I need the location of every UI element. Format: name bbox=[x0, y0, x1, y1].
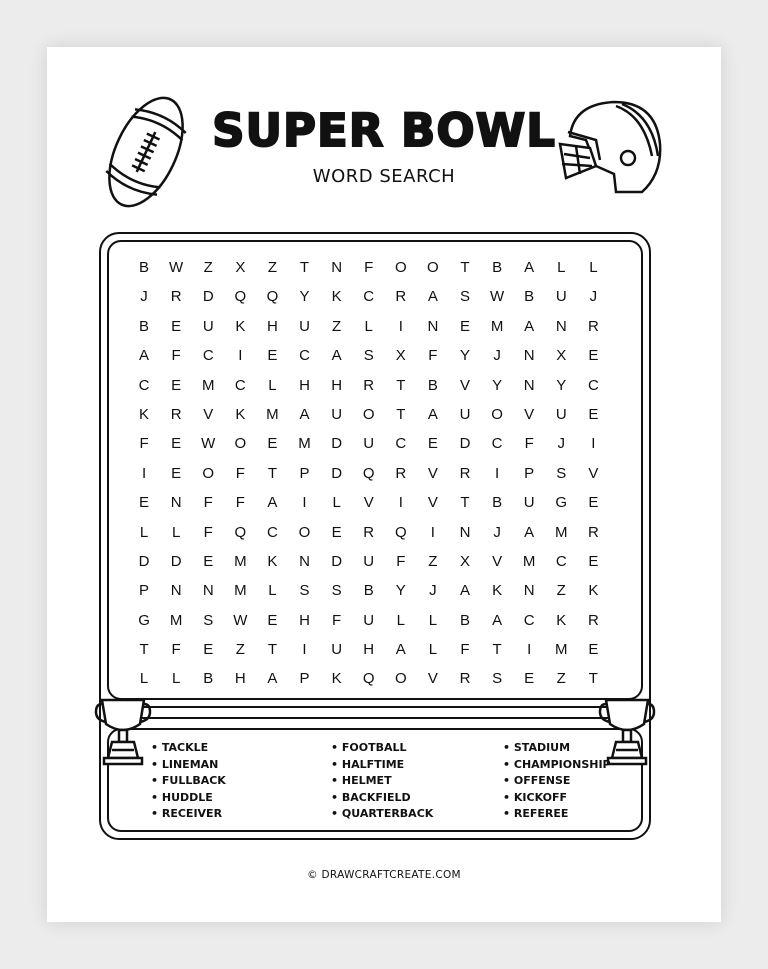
grid-letter[interactable]: S bbox=[203, 611, 214, 629]
grid-letter[interactable]: F bbox=[524, 435, 534, 453]
grid-letter[interactable]: H bbox=[234, 670, 246, 688]
grid-letter[interactable]: I bbox=[398, 317, 403, 335]
grid-letter[interactable]: E bbox=[171, 464, 182, 482]
grid-letter[interactable]: C bbox=[491, 435, 503, 453]
grid-letter[interactable]: Z bbox=[267, 259, 277, 276]
grid-letter[interactable]: X bbox=[395, 347, 406, 365]
grid-letter[interactable]: T bbox=[396, 405, 406, 423]
grid-letter[interactable]: L bbox=[139, 523, 149, 541]
grid-letter[interactable]: J bbox=[140, 288, 148, 306]
grid-letter[interactable]: E bbox=[588, 641, 599, 659]
word-list-item: • HUDDLE bbox=[151, 790, 226, 807]
grid-letter[interactable]: C bbox=[299, 347, 310, 365]
grid-letter[interactable]: D bbox=[459, 435, 471, 453]
grid-letter[interactable]: A bbox=[524, 259, 535, 276]
grid-letter[interactable]: M bbox=[555, 523, 568, 541]
grid-letter[interactable]: P bbox=[139, 582, 150, 600]
grid-letter[interactable]: R bbox=[587, 523, 599, 541]
grid-letter[interactable]: O bbox=[298, 523, 311, 541]
grid-letter[interactable]: F bbox=[171, 641, 181, 659]
grid-letter[interactable]: R bbox=[459, 670, 471, 688]
grid-letter[interactable]: E bbox=[427, 435, 438, 453]
word-list-item: • HALFTIME bbox=[331, 757, 433, 774]
grid-letter[interactable]: N bbox=[427, 317, 439, 335]
grid-letter[interactable]: I bbox=[527, 641, 532, 659]
grid-letter[interactable]: H bbox=[331, 376, 343, 394]
grid-letter[interactable]: T bbox=[139, 641, 149, 659]
grid-letter[interactable]: V bbox=[492, 552, 503, 570]
word-list-item: • RECEIVER bbox=[151, 806, 226, 823]
grid-letter[interactable]: T bbox=[492, 641, 502, 659]
grid-letter[interactable]: N bbox=[170, 494, 182, 512]
grid-letter[interactable]: A bbox=[524, 317, 535, 335]
grid-letter[interactable]: E bbox=[267, 347, 278, 365]
grid-letter[interactable]: F bbox=[396, 552, 406, 570]
grid-letter[interactable]: N bbox=[555, 317, 567, 335]
grid-letter[interactable]: D bbox=[170, 552, 182, 570]
grid-letter[interactable]: U bbox=[363, 552, 375, 570]
grid-letter[interactable]: L bbox=[364, 317, 373, 335]
grid-letter[interactable]: L bbox=[428, 611, 438, 629]
grid-letter[interactable]: T bbox=[267, 464, 277, 482]
page-title: SUPER BOWL bbox=[212, 104, 556, 157]
grid-letter[interactable]: X bbox=[459, 552, 470, 570]
grid-letter[interactable]: E bbox=[203, 552, 214, 570]
grid-letter[interactable]: O bbox=[234, 435, 247, 453]
grid-letter[interactable]: E bbox=[139, 494, 150, 512]
grid-letter[interactable]: I bbox=[494, 464, 500, 482]
grid-letter[interactable]: K bbox=[331, 288, 342, 306]
grid-letter[interactable]: L bbox=[268, 582, 277, 600]
grid-letter[interactable]: E bbox=[267, 611, 278, 629]
grid-letter[interactable]: U bbox=[523, 494, 535, 512]
grid-letter[interactable]: U bbox=[555, 405, 567, 423]
grid-letter[interactable]: L bbox=[589, 259, 598, 276]
grid-letter[interactable]: A bbox=[459, 582, 470, 600]
grid-letter[interactable]: F bbox=[203, 523, 213, 541]
grid-letter[interactable]: F bbox=[332, 611, 342, 629]
word-list-item: • STADIUM bbox=[503, 740, 611, 757]
grid-letter[interactable]: N bbox=[523, 582, 535, 600]
grid-letter[interactable]: N bbox=[459, 523, 471, 541]
grid-letter[interactable]: O bbox=[491, 405, 503, 423]
grid-letter[interactable]: S bbox=[556, 464, 567, 482]
word-list-item: • FOOTBALL bbox=[331, 740, 433, 757]
grid-letter[interactable]: L bbox=[557, 259, 566, 276]
grid-letter[interactable]: O bbox=[394, 259, 407, 276]
grid-letter[interactable]: N bbox=[170, 582, 182, 600]
grid-letter[interactable]: J bbox=[493, 347, 501, 365]
grid-letter[interactable]: D bbox=[138, 552, 150, 570]
grid-letter[interactable]: R bbox=[587, 317, 599, 335]
grid-letter[interactable]: N bbox=[523, 376, 535, 394]
grid-letter[interactable]: N bbox=[202, 582, 214, 600]
grid-letter[interactable]: C bbox=[138, 376, 150, 394]
grid-letter[interactable]: C bbox=[395, 435, 407, 453]
grid-letter[interactable]: C bbox=[363, 288, 375, 306]
grid-letter[interactable]: Q bbox=[266, 288, 279, 306]
grid-letter[interactable]: V bbox=[427, 494, 438, 512]
grid-letter[interactable]: T bbox=[267, 641, 277, 659]
grid-letter[interactable]: Q bbox=[234, 523, 247, 541]
word-list-item: • TACKLE bbox=[151, 740, 226, 757]
grid-letter[interactable]: R bbox=[587, 611, 599, 629]
grid-letter[interactable]: G bbox=[138, 611, 150, 629]
grid-letter[interactable]: R bbox=[395, 288, 407, 306]
grid-letter[interactable]: C bbox=[555, 552, 567, 570]
grid-letter[interactable]: M bbox=[266, 405, 279, 423]
grid-letter[interactable]: A bbox=[492, 611, 503, 629]
grid-letter[interactable]: C bbox=[587, 376, 599, 394]
grid-letter[interactable]: F bbox=[171, 347, 181, 365]
grid-letter[interactable]: R bbox=[170, 405, 182, 423]
grid-letter[interactable]: L bbox=[171, 523, 181, 541]
grid-letter[interactable]: T bbox=[299, 259, 310, 276]
grid-letter[interactable]: K bbox=[235, 405, 246, 423]
grid-letter[interactable]: U bbox=[555, 288, 567, 306]
grid-letter[interactable]: L bbox=[428, 641, 438, 659]
grid-letter[interactable]: H bbox=[299, 611, 310, 629]
grid-letter[interactable]: V bbox=[363, 494, 374, 512]
grid-letter[interactable]: P bbox=[299, 464, 310, 482]
grid-letter[interactable]: Q bbox=[362, 464, 375, 482]
grid-letter[interactable]: Y bbox=[492, 376, 503, 394]
grid-letter[interactable]: A bbox=[331, 347, 342, 365]
grid-letter[interactable]: A bbox=[524, 523, 535, 541]
grid-letter[interactable]: Q bbox=[234, 288, 247, 306]
trophy-bar bbox=[140, 706, 610, 719]
grid-letter[interactable]: A bbox=[267, 670, 278, 688]
grid-letter[interactable]: S bbox=[492, 670, 503, 688]
grid-letter[interactable]: Y bbox=[395, 582, 406, 600]
grid-letter[interactable]: K bbox=[492, 582, 503, 600]
grid-letter[interactable]: T bbox=[460, 494, 470, 512]
grid-letter[interactable]: Q bbox=[394, 523, 407, 541]
grid-letter[interactable]: A bbox=[267, 494, 278, 512]
grid-letter[interactable]: N bbox=[523, 347, 535, 365]
word-list-column-2 bbox=[331, 740, 433, 823]
grid-letter[interactable]: B bbox=[459, 611, 470, 629]
grid-letter[interactable]: X bbox=[235, 259, 246, 276]
grid-letter[interactable]: V bbox=[588, 464, 599, 482]
grid-letter[interactable]: H bbox=[299, 376, 310, 394]
grid-letter[interactable]: E bbox=[524, 670, 535, 688]
grid-letter[interactable]: V bbox=[427, 464, 438, 482]
grid-letter[interactable]: K bbox=[267, 552, 278, 570]
grid-letter[interactable]: F bbox=[364, 259, 374, 276]
grid-letter[interactable]: U bbox=[331, 641, 343, 659]
grid-letter[interactable]: L bbox=[268, 376, 277, 394]
copyright-notice: © DRAWCRAFTCREATE.COM bbox=[307, 869, 461, 881]
word-list-column-3 bbox=[503, 740, 611, 823]
grid-letter[interactable]: A bbox=[427, 288, 438, 306]
grid-letter[interactable]: V bbox=[427, 670, 438, 688]
grid-letter[interactable]: R bbox=[363, 523, 375, 541]
grid-letter[interactable]: M bbox=[522, 552, 536, 570]
grid-letter[interactable]: C bbox=[523, 611, 535, 629]
grid-letter[interactable]: E bbox=[331, 523, 342, 541]
word-list-item: • KICKOFF bbox=[503, 790, 611, 807]
grid-letter[interactable]: M bbox=[234, 582, 247, 600]
grid-letter[interactable]: Y bbox=[459, 347, 470, 365]
word-list-item: • FULLBACK bbox=[151, 773, 226, 790]
grid-letter[interactable]: O bbox=[427, 259, 439, 276]
grid-letter[interactable]: M bbox=[298, 435, 311, 453]
grid-letter[interactable]: C bbox=[202, 347, 214, 365]
grid-letter[interactable]: E bbox=[203, 641, 214, 659]
grid-letter[interactable]: N bbox=[331, 259, 343, 276]
word-list-item: • CHAMPIONSHIP bbox=[503, 757, 611, 774]
grid-letter[interactable]: S bbox=[299, 582, 310, 600]
grid-letter[interactable]: M bbox=[490, 317, 504, 335]
grid-letter[interactable]: F bbox=[139, 435, 149, 453]
grid-letter[interactable]: P bbox=[524, 464, 535, 482]
word-list-item: • OFFENSE bbox=[503, 773, 611, 790]
grid-letter[interactable]: M bbox=[201, 376, 215, 394]
grid-letter[interactable]: U bbox=[299, 317, 310, 335]
grid-letter[interactable]: X bbox=[556, 347, 567, 365]
page-subtitle: WORD SEARCH bbox=[312, 166, 456, 187]
grid-letter[interactable]: M bbox=[169, 611, 183, 629]
grid-letter[interactable]: F bbox=[235, 464, 245, 482]
grid-letter[interactable]: Z bbox=[428, 552, 438, 570]
grid-letter[interactable]: B bbox=[203, 670, 214, 688]
grid-letter[interactable]: L bbox=[396, 611, 405, 629]
grid-letter[interactable]: W bbox=[201, 435, 216, 453]
grid-letter[interactable]: S bbox=[363, 347, 374, 365]
grid-letter[interactable]: I bbox=[302, 641, 307, 659]
grid-letter[interactable]: B bbox=[427, 376, 438, 394]
grid-letter[interactable]: R bbox=[395, 464, 407, 482]
grid-letter[interactable]: Y bbox=[299, 288, 310, 306]
word-list-column-1 bbox=[151, 740, 226, 823]
grid-letter[interactable]: B bbox=[492, 259, 503, 276]
grid-letter[interactable]: R bbox=[459, 464, 471, 482]
grid-letter[interactable]: Z bbox=[556, 670, 566, 688]
grid-letter[interactable]: A bbox=[139, 347, 150, 365]
grid-letter[interactable]: Z bbox=[203, 259, 213, 276]
grid-letter[interactable]: E bbox=[588, 552, 599, 570]
grid-letter[interactable]: C bbox=[267, 523, 278, 541]
grid-letter[interactable]: E bbox=[459, 317, 470, 335]
grid-letter[interactable]: W bbox=[169, 259, 184, 276]
trophy-icon bbox=[90, 696, 156, 768]
grid-letter[interactable]: A bbox=[395, 641, 406, 659]
grid-letter[interactable]: A bbox=[299, 405, 310, 423]
grid-letter[interactable]: F bbox=[428, 347, 438, 365]
grid-letter[interactable]: P bbox=[299, 670, 310, 688]
grid-letter[interactable]: V bbox=[203, 405, 214, 423]
grid-letter[interactable]: I bbox=[398, 494, 403, 512]
grid-letter[interactable]: U bbox=[363, 611, 375, 629]
grid-letter[interactable]: Z bbox=[332, 317, 342, 335]
grid-letter[interactable]: G bbox=[555, 494, 568, 512]
grid-letter[interactable]: B bbox=[492, 494, 503, 512]
word-list-item: • QUARTERBACK bbox=[331, 806, 433, 823]
grid-letter[interactable]: J bbox=[493, 523, 501, 541]
grid-letter[interactable]: K bbox=[331, 670, 342, 688]
grid-letter[interactable]: O bbox=[202, 464, 215, 482]
grid-letter[interactable]: N bbox=[299, 552, 310, 570]
grid-letter[interactable]: V bbox=[459, 376, 470, 394]
grid-letter[interactable]: E bbox=[171, 376, 182, 394]
grid-letter[interactable]: T bbox=[396, 376, 406, 394]
grid-letter[interactable]: K bbox=[139, 405, 150, 423]
grid-letter[interactable]: K bbox=[588, 582, 599, 600]
grid-letter[interactable]: U bbox=[459, 405, 471, 423]
grid-letter[interactable]: M bbox=[555, 641, 568, 659]
grid-letter[interactable]: I bbox=[591, 435, 596, 453]
grid-letter[interactable]: K bbox=[556, 611, 567, 629]
grid-letter[interactable]: B bbox=[139, 317, 150, 335]
word-list-item: • BACKFIELD bbox=[331, 790, 433, 807]
grid-letter[interactable]: J bbox=[589, 288, 598, 306]
grid-letter[interactable]: D bbox=[331, 552, 343, 570]
letter-grid bbox=[128, 253, 609, 694]
grid-letter[interactable]: F bbox=[235, 494, 245, 512]
grid-letter[interactable]: H bbox=[363, 641, 375, 659]
grid-letter[interactable]: I bbox=[430, 523, 435, 541]
grid-letter[interactable]: Z bbox=[235, 641, 245, 659]
grid-letter[interactable]: F bbox=[460, 641, 470, 659]
grid-letter[interactable]: R bbox=[170, 288, 182, 306]
grid-letter[interactable]: L bbox=[139, 670, 149, 688]
grid-letter[interactable]: J bbox=[429, 582, 437, 600]
grid-letter[interactable]: I bbox=[238, 347, 243, 365]
grid-letter[interactable]: U bbox=[331, 405, 343, 423]
grid-letter[interactable]: L bbox=[332, 494, 341, 512]
grid-letter[interactable]: V bbox=[524, 405, 535, 423]
grid-letter[interactable]: Y bbox=[556, 376, 567, 394]
word-list-item: • LINEMAN bbox=[151, 757, 226, 774]
grid-letter[interactable]: E bbox=[171, 435, 182, 453]
grid-letter[interactable]: Q bbox=[362, 670, 375, 688]
grid-letter[interactable]: B bbox=[524, 288, 535, 306]
grid-letter[interactable]: E bbox=[267, 435, 278, 453]
grid-letter[interactable]: A bbox=[427, 405, 438, 423]
grid-letter[interactable]: W bbox=[489, 288, 505, 306]
grid-letter[interactable]: R bbox=[363, 376, 375, 394]
grid-letter[interactable]: O bbox=[362, 405, 375, 423]
grid-letter[interactable]: U bbox=[202, 317, 214, 335]
grid-letter[interactable]: B bbox=[363, 582, 374, 600]
grid-letter[interactable]: D bbox=[331, 435, 343, 453]
grid-letter[interactable]: F bbox=[203, 494, 213, 512]
grid-letter[interactable]: I bbox=[302, 494, 307, 512]
grid-letter[interactable]: L bbox=[171, 670, 181, 688]
grid-letter[interactable]: C bbox=[234, 376, 246, 394]
grid-letter[interactable]: J bbox=[557, 435, 566, 453]
grid-letter[interactable]: T bbox=[460, 259, 470, 276]
grid-letter[interactable]: O bbox=[394, 670, 407, 688]
grid-letter[interactable]: E bbox=[588, 405, 599, 423]
grid-letter[interactable]: M bbox=[234, 552, 247, 570]
word-list-item: • REFEREE bbox=[503, 806, 611, 823]
grid-letter[interactable]: K bbox=[235, 317, 246, 335]
grid-letter[interactable]: D bbox=[202, 288, 214, 306]
grid-letter[interactable]: H bbox=[267, 317, 278, 335]
grid-letter[interactable]: I bbox=[141, 464, 147, 482]
grid-letter[interactable]: T bbox=[588, 670, 598, 688]
grid-letter[interactable]: Z bbox=[556, 582, 566, 600]
grid-letter[interactable]: E bbox=[588, 347, 599, 365]
grid-letter[interactable]: B bbox=[139, 259, 150, 276]
grid-letter[interactable]: U bbox=[363, 435, 375, 453]
grid-letter[interactable]: D bbox=[331, 464, 343, 482]
word-list-item: • HELMET bbox=[331, 773, 433, 790]
grid-letter[interactable]: S bbox=[331, 582, 342, 600]
grid-letter[interactable]: E bbox=[588, 494, 599, 512]
grid-letter[interactable]: E bbox=[171, 317, 182, 335]
grid-letter[interactable]: W bbox=[233, 611, 248, 629]
grid-letter[interactable]: S bbox=[459, 288, 470, 306]
